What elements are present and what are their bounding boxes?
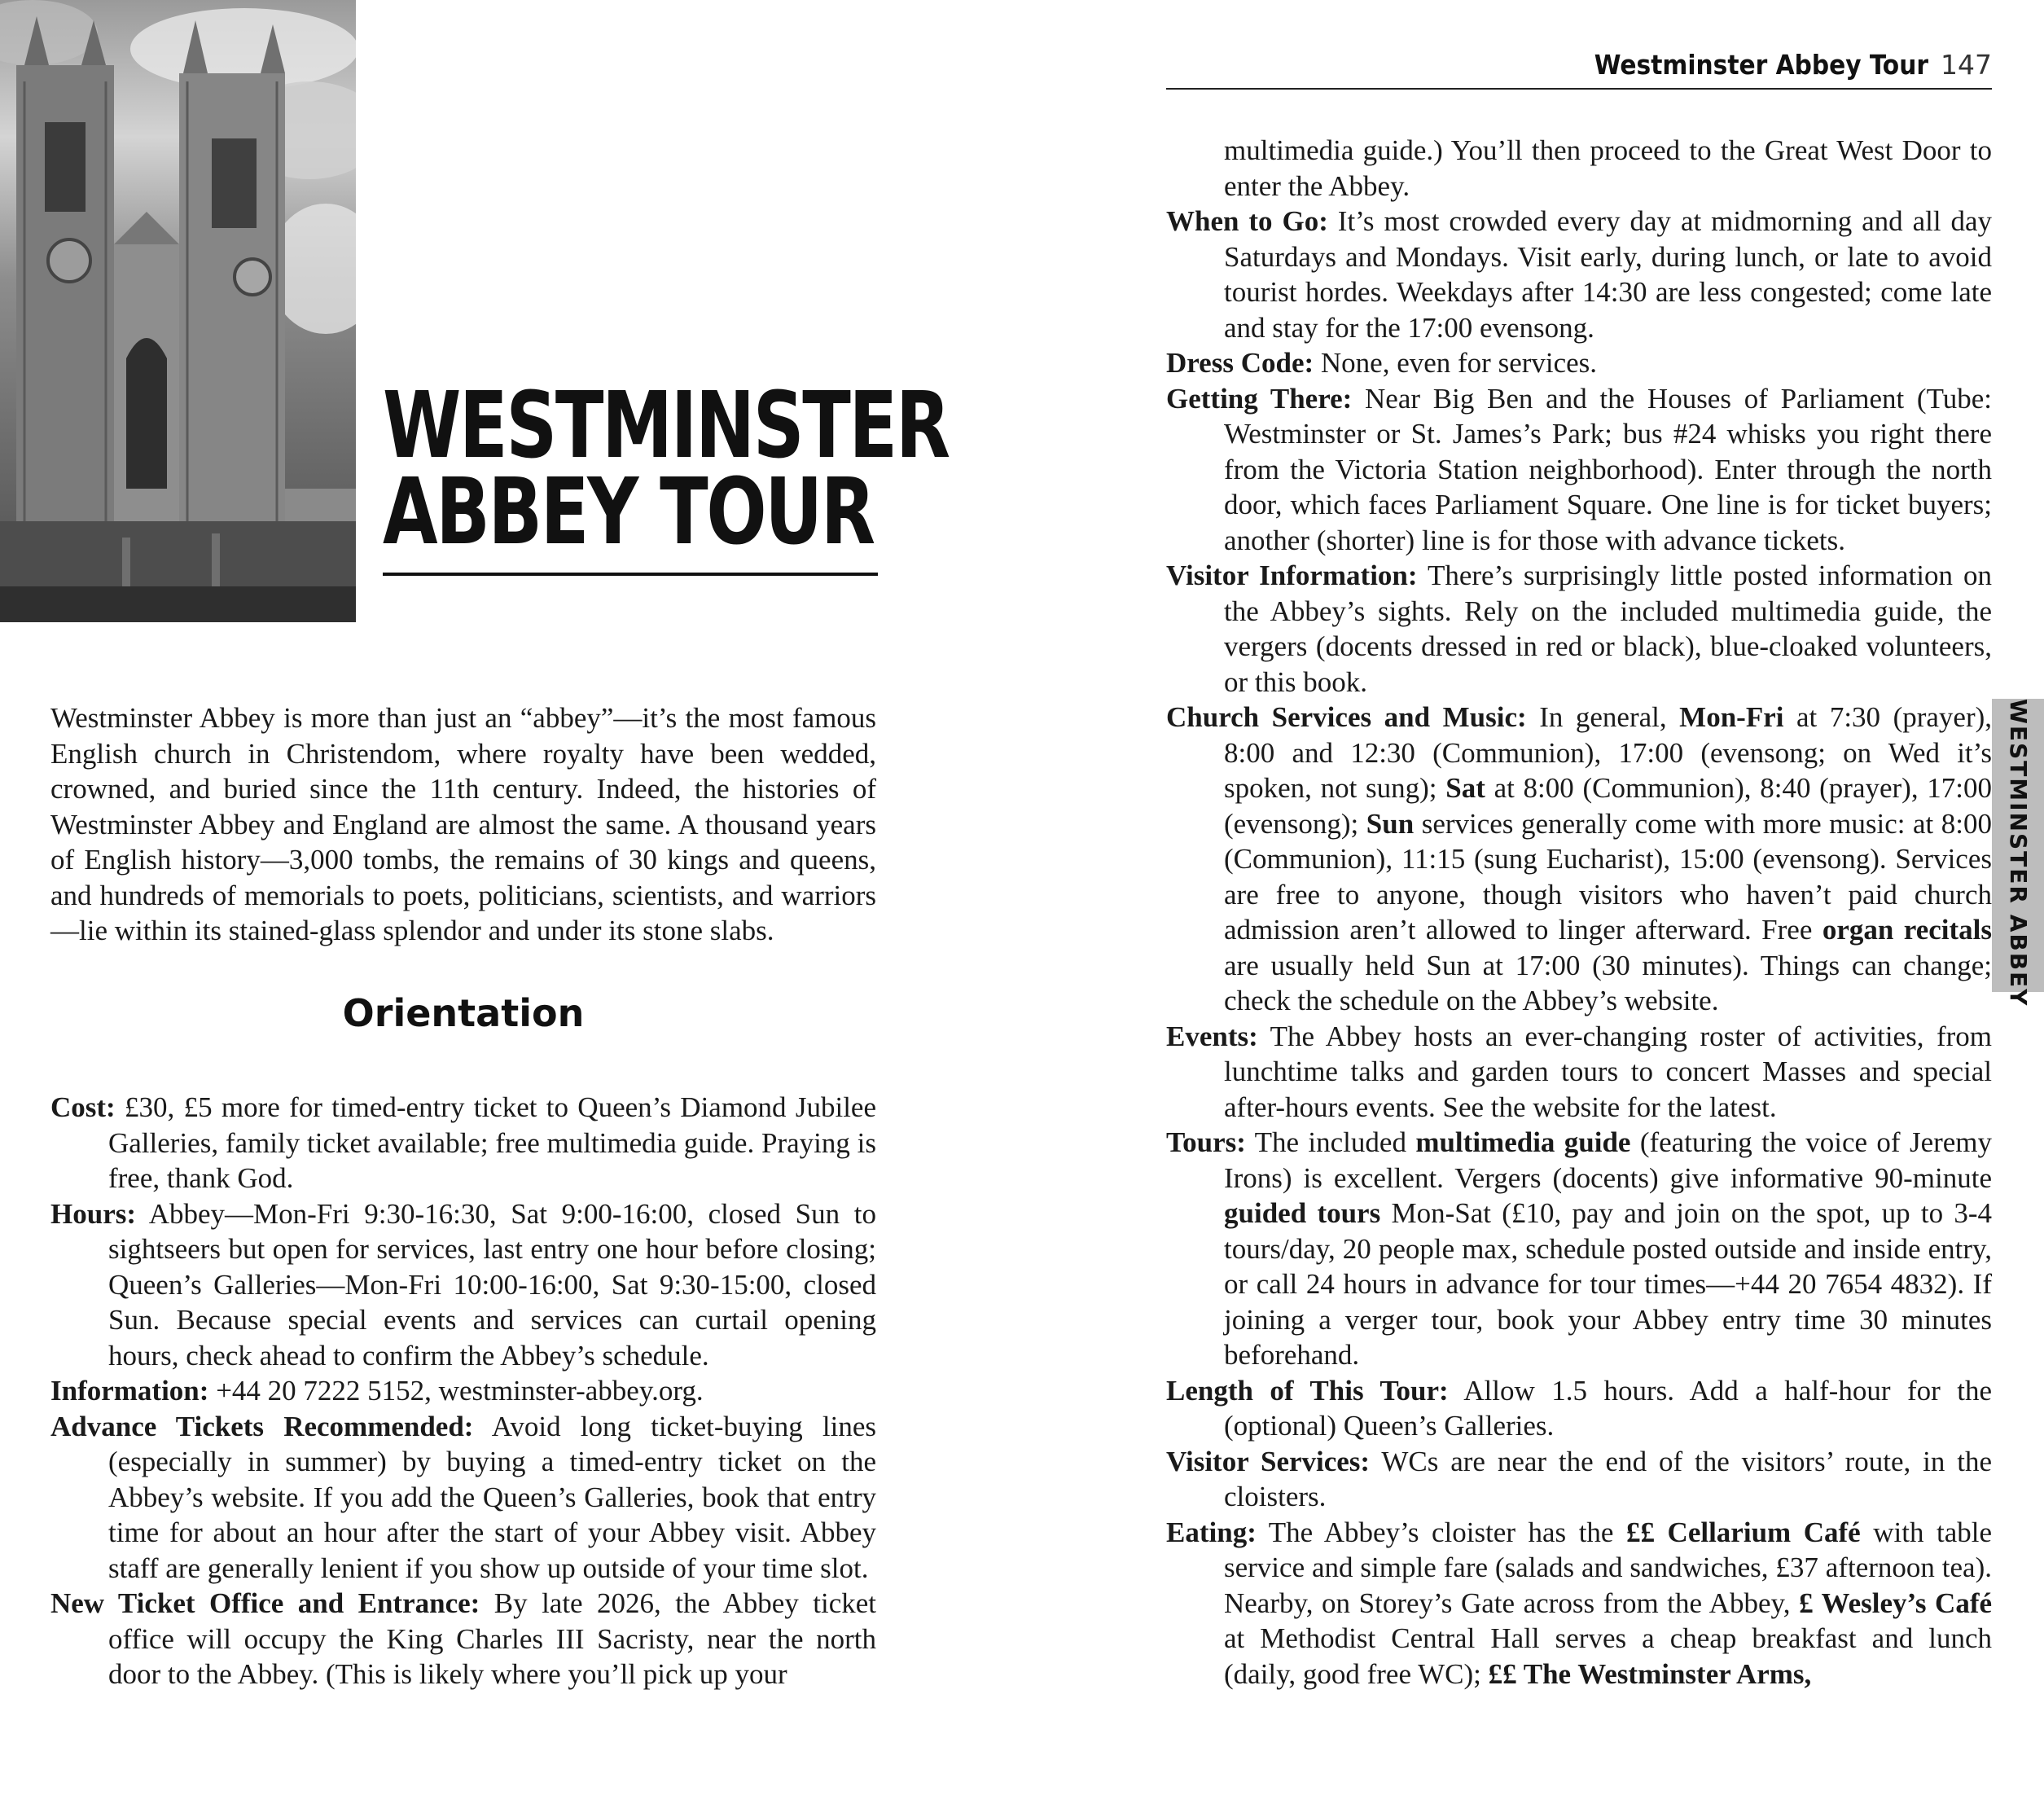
entry-label: Church Services and Music: (1166, 701, 1527, 733)
entry-text: Avoid long ticket-buying lines (especially in summer) by buying a timed-entry ticket on the Abbey’s website. If you add the Queen’s Galleries, book that entry time for about an hour after the start of your Abbey visit. Abbey staff are generally lenient if you show up outside of your time slot. (108, 1410, 876, 1584)
orientation-entries-right (1166, 133, 1992, 1692)
entry-label: Getting There: (1166, 382, 1353, 415)
entry-text: Mon-Sat (£10, pay and join on the spot, up to 3-4 tours/day, 20 people max, schedule posted outside and inside entry, or call 24 hours in advance for tour times—+44 20 7654 4832). If joining a verger tour, book your Abbey entry time 30 minutes beforehand. (1224, 1197, 1993, 1371)
entry-label: Advance Tickets Recommended: (50, 1410, 474, 1442)
section-thumb-tab-label: WESTMINSTER ABBEY (2005, 699, 2032, 1007)
entry-church-services (1166, 700, 1992, 1019)
entry-label: Cost: (50, 1091, 116, 1123)
entry-bold: guided tours (1224, 1197, 1381, 1229)
entry-label: Length of This Tour: (1166, 1374, 1449, 1407)
entry-text: at 8:00 (Communion), 8:40 (prayer), 17:00 (evensong); (1224, 772, 1993, 840)
entry-text: WCs are near the end of the visitors’ route, in the cloisters. (1224, 1445, 1992, 1512)
entry-bold: multimedia guide (1415, 1126, 1631, 1158)
entry-text: are usually held Sun at 17:00 (30 minutes). Things can change; check the schedule on the Abbey’s website. (1224, 949, 1992, 1016)
entry-label: Visitor Services: (1166, 1445, 1371, 1477)
intro-paragraph: Westminster Abbey is more than just an “abbey”—it’s the most famous English church in Christendom, where royalty have been wedded, crowned, and buried since the 11th century. Indeed, the histories of Westminster Abbey and England are almost the same. A thousand years of English history—3,000 tombs, the remains of 30 kings and queens, and hundreds of memorials to poets, politicians, scientists, and warriors—lie within its stained-glass splendor and under its stone slabs. (50, 702, 876, 946)
entry-label: Visitor Information: (1166, 560, 1418, 591)
entry-hours (50, 1196, 876, 1374)
entry-bold: organ recitals (1822, 914, 1993, 946)
entry-label: When to Go: (1166, 205, 1328, 237)
entry-dress-code (1166, 345, 1992, 381)
entry-text: +44 20 7222 5152, westminster-abbey.org. (216, 1375, 704, 1407)
running-header-title: Westminster Abbey Tour (1594, 49, 1928, 81)
chapter-title (383, 373, 949, 565)
chapter-title-line-2: ABBEY TOUR (383, 459, 874, 565)
section-heading-orientation: Orientation (342, 991, 585, 1035)
chapter-title-line-1: WESTMINSTER (383, 373, 949, 479)
entry-events (1166, 1019, 1992, 1126)
entry-advance-tickets (50, 1409, 876, 1587)
entry-tours (1166, 1125, 1992, 1373)
entry-visitor-services (1166, 1444, 1992, 1515)
entry-bold: Sun (1366, 807, 1415, 840)
entry-length-of-tour (1166, 1373, 1992, 1444)
orientation-entries-left (50, 1090, 876, 1692)
entry-new-ticket-office (50, 1586, 876, 1692)
entry-text: It’s most crowded every day at midmorning and all day Saturdays and Mondays. Visit early, during lunch, or late to avoid tourist hordes. Weekdays after 14:30 are less congested; come late and stay for the 17:00 evensong. (1224, 205, 1993, 344)
entry-bold: ££ Cellarium Café (1626, 1516, 1861, 1548)
entry-text: Allow 1.5 hours. Add a half-hour for the (optional) Queen’s Galleries. (1224, 1374, 1992, 1442)
entry-text: at Methodist Central Hall serves a cheap breakfast and lunch (daily, good free WC); (1224, 1622, 1992, 1690)
entry-text: By late 2026, the Abbey ticket office will occupy the King Charles III Sacristy, near the north door to the Abbey. (This is likely where you’ll pick up your (108, 1587, 877, 1690)
entry-text: The Abbey’s cloister has the (1268, 1516, 1614, 1548)
entry-label: New Ticket Office and Entrance: (50, 1587, 480, 1619)
entry-label: Tours: (1166, 1126, 1246, 1158)
entry-label: Eating: (1166, 1516, 1257, 1548)
entry-bold: Sat (1445, 772, 1485, 804)
entry-label: Hours: (50, 1197, 136, 1230)
entry-bold: £ Wesley’s Café (1799, 1587, 1993, 1619)
entry-text: (featuring the voice of Jeremy Irons) is excellent. Vergers (docents) give informative 90-minute (1224, 1126, 1993, 1194)
entry-text: The Abbey hosts an ever-changing roster of activities, from lunchtime talks and garden tours to concert Masses and special after-hours events. See the website for the latest. (1224, 1020, 1992, 1123)
entry-label: Information: (50, 1375, 209, 1407)
entry-label: Events: (1166, 1020, 1258, 1052)
entry-text: There’s surprisingly little posted information on the Abbey’s sights. Rely on the included multimedia guide, the vergers (docents dressed in red or black), blue-cloaked volunteers, or this book. (1224, 560, 1992, 698)
entry-text: In general, (1539, 701, 1667, 733)
entry-information (50, 1373, 876, 1409)
entry-text: services generally come with more music: at 8:00 (Communion), 11:15 (sung Eucharist), 15:00 (evensong). Services are free to anyone, though visitors who haven’t paid church admission aren’t allowed to linger afterward. Free (1224, 807, 1993, 946)
abbey-photo (0, 0, 356, 622)
entry-visitor-information (1166, 558, 1992, 700)
entry-text: at 7:30 (prayer), 8:00 and 12:30 (Communion), 17:00 (evensong; on Wed it’s spoken, not sung); (1224, 701, 1993, 804)
entry-label: Dress Code: (1166, 347, 1314, 379)
entry-text: Abbey—Mon-Fri 9:30-16:30, Sat 9:00-16:00, closed Sun to sightseers but open for services, last entry one hour before closing; Queen’s Galleries—Mon-Fri 10:00-16:00, Sat 9:30-15:00, closed Sun. Because special events and services can curtail opening hours, check ahead to confirm the Abbey’s schedule. (108, 1197, 877, 1372)
entry-text: Near Big Ben and the Houses of Parliament (Tube: Westminster or St. James’s Park; bus #24 whisks you right there from the Victoria Station neighborhood). Enter through the north door, which faces Parliament Square. One line is for ticket buyers; another (shorter) line is for those with advance tickets. (1224, 382, 1992, 556)
entry-text: with table service and simple fare (salads and sandwiches, £37 afternoon tea). Nearby, on Storey’s Gate across from the Abbey, (1224, 1516, 1993, 1619)
entry-getting-there (1166, 381, 1992, 559)
entry-text: The included (1254, 1126, 1406, 1158)
entry-continuation: multimedia guide.) You’ll then proceed to the Great West Door to enter the Abbey. (1224, 134, 1992, 202)
header-rule (1166, 88, 1992, 90)
entry-text: £30, £5 more for timed-entry ticket to Queen’s Diamond Jubilee Galleries, family ticket available; free multimedia guide. Praying is free, thank God. (108, 1091, 876, 1194)
entry-bold: ££ The Westminster Arms, (1488, 1657, 1812, 1690)
entry-text: None, even for services. (1320, 347, 1598, 379)
entry-cost (50, 1090, 876, 1196)
title-rule (383, 573, 878, 576)
entry-when-to-go (1166, 204, 1992, 345)
section-thumb-tab (1992, 699, 2044, 1007)
entry-eating (1166, 1515, 1992, 1692)
page-number: 147 (1941, 49, 1992, 81)
entry-bold: Mon-Fri (1679, 701, 1784, 733)
